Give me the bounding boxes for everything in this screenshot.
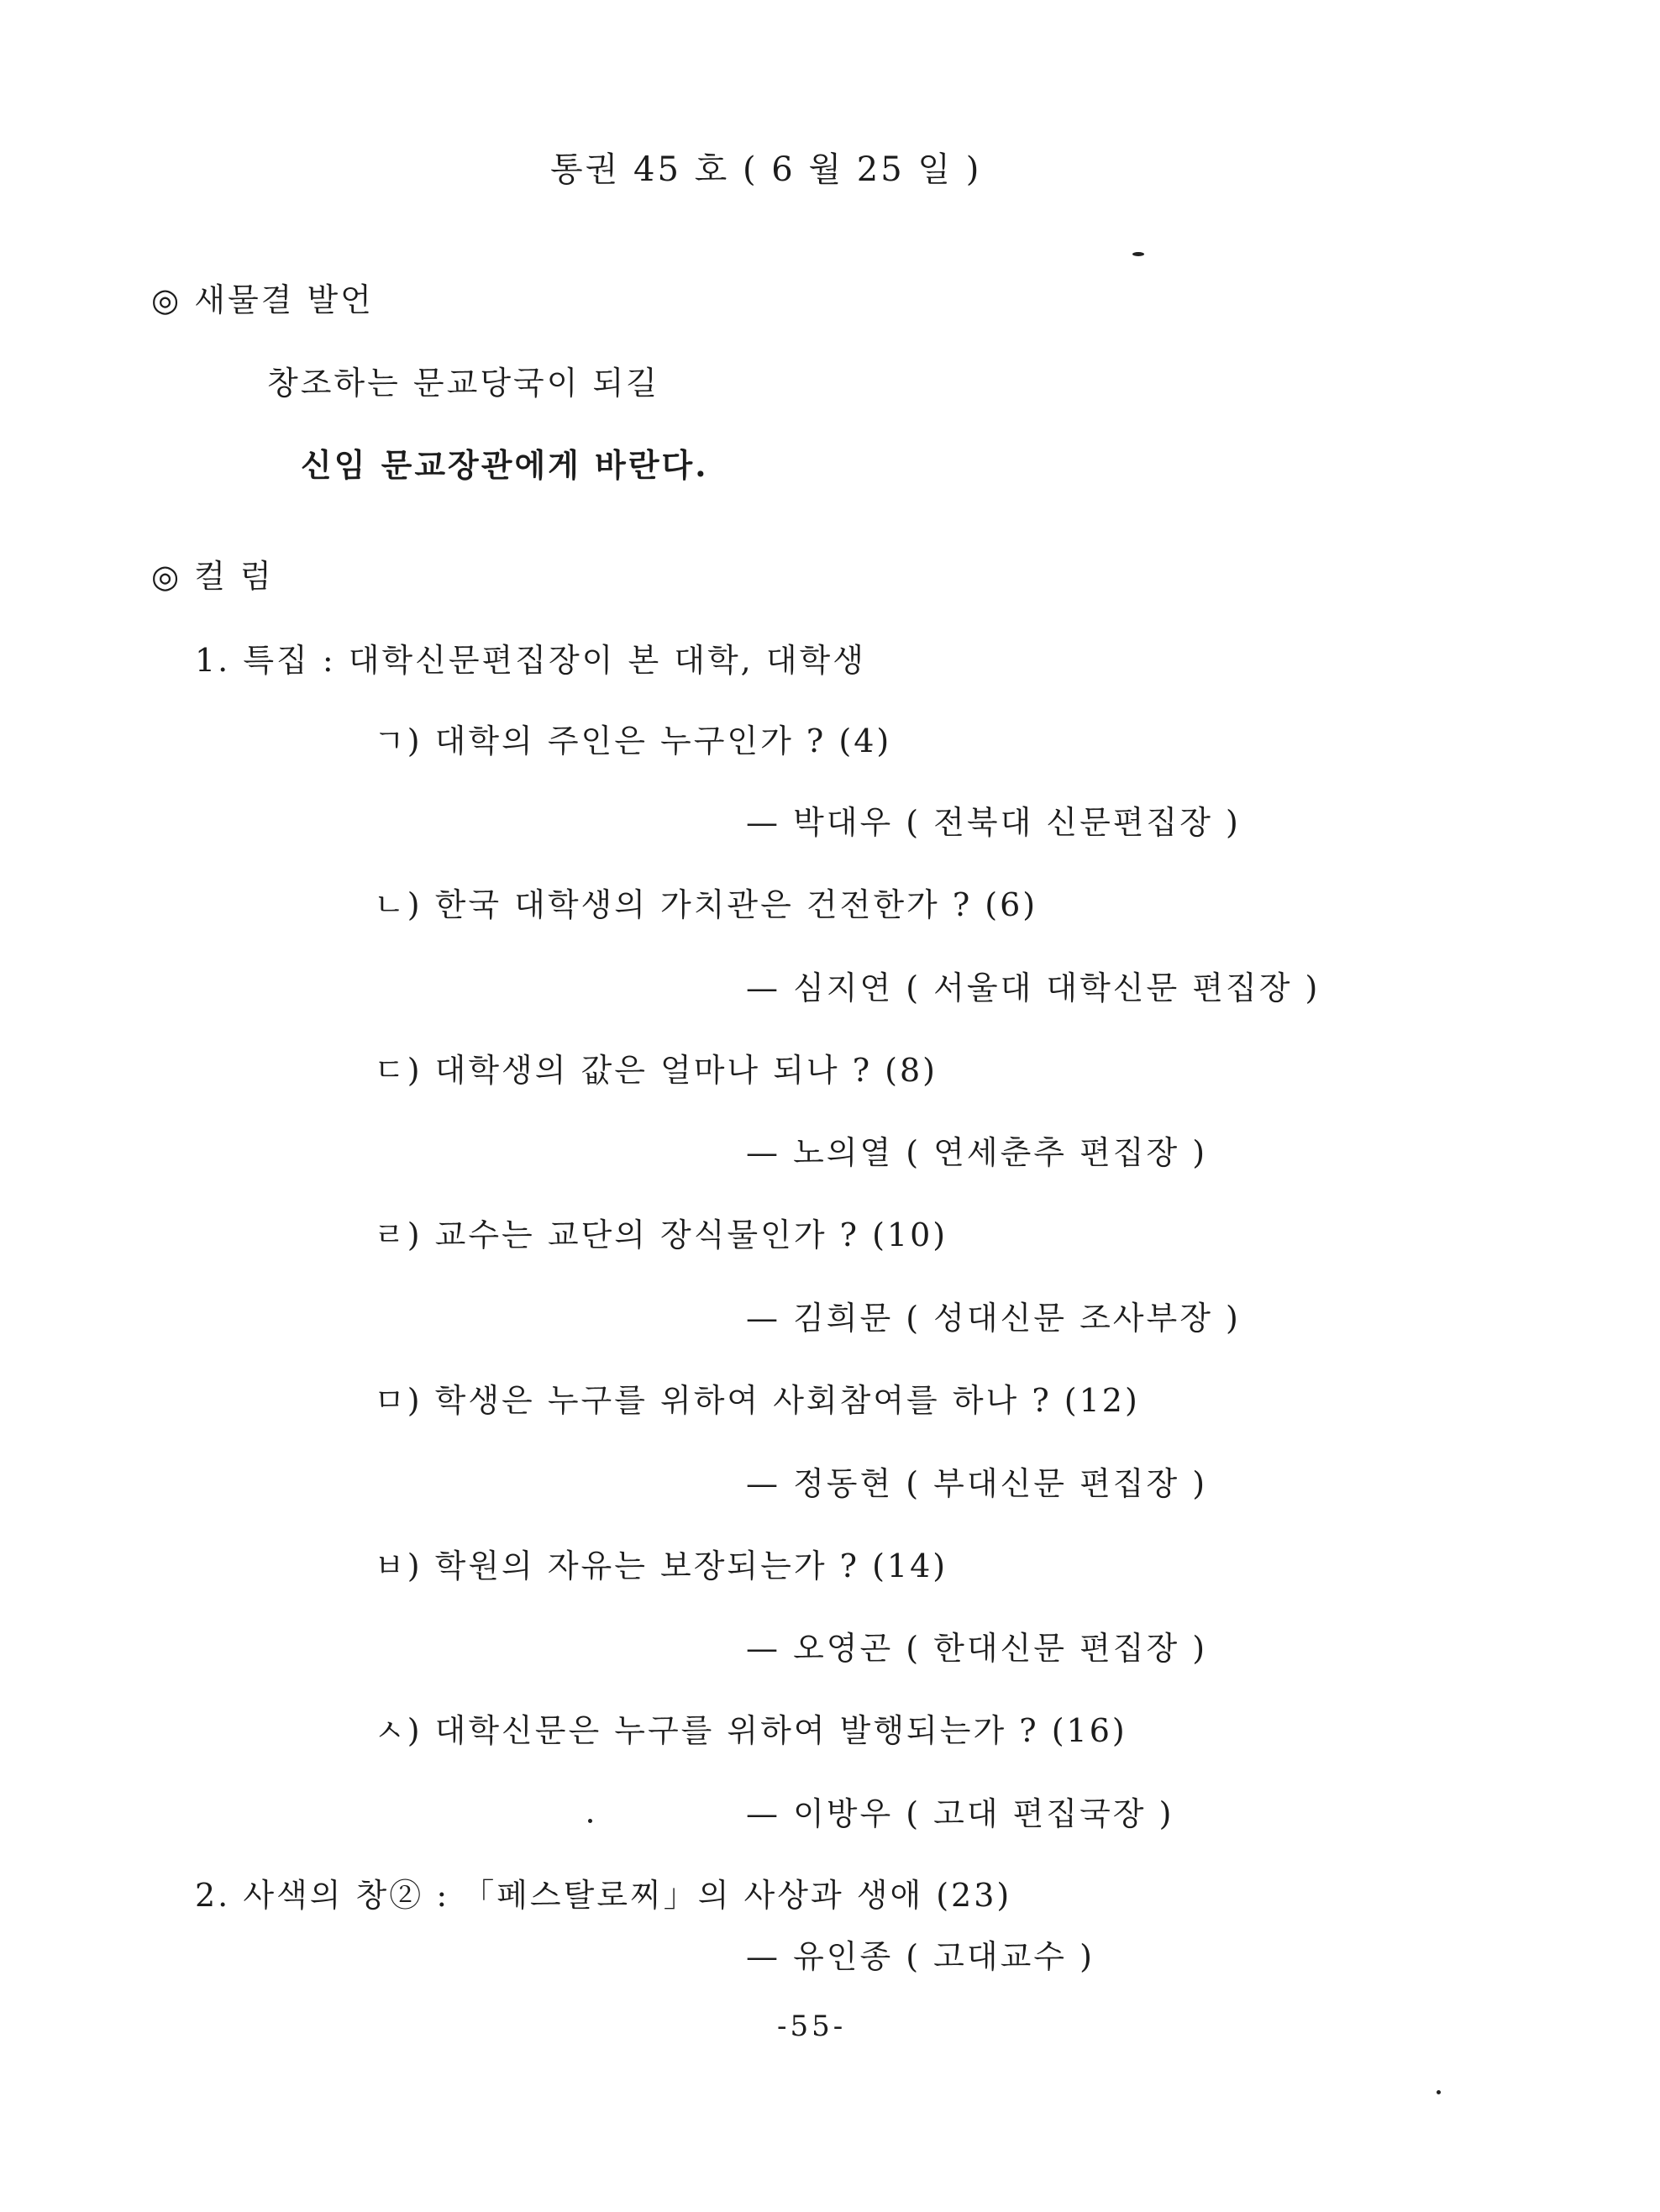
section-heading-column: ◎ 컬 럼 xyxy=(151,558,274,595)
feature-question-1: ㄱ) 대학의 주인은 누구인가 ? (4) xyxy=(374,722,892,759)
section-heading-saemulgyeol: ◎ 새물결 발언 xyxy=(151,281,374,318)
scan-speck xyxy=(588,1819,592,1823)
feature-question-4: ㄹ) 교수는 교단의 장식물인가 ? (10) xyxy=(374,1216,948,1253)
feature-author-1: — 박대우 ( 전북대 신문편집장 ) xyxy=(746,804,1241,841)
second-item-title: 2. 사색의 창② : 「페스탈로찌」의 사상과 생애 (23) xyxy=(195,1877,1012,1914)
second-item-author: — 유인종 ( 고대교수 ) xyxy=(746,1938,1095,1975)
feature-author-5: — 정동현 ( 부대신문 편집장 ) xyxy=(746,1465,1208,1502)
feature-title: 1. 특집 : 대학신문편집장이 본 대학, 대학생 xyxy=(195,642,866,679)
saemulgyeol-line-1: 창조하는 문교당국이 되길 xyxy=(267,365,659,402)
feature-question-6: ㅂ) 학원의 자유는 보장되는가 ? (14) xyxy=(374,1547,948,1584)
feature-author-2: — 심지연 ( 서울대 대학신문 편집장 ) xyxy=(746,969,1321,1006)
feature-question-7: ㅅ) 대학신문은 누구를 위하여 발행되는가 ? (16) xyxy=(374,1712,1127,1749)
feature-question-5: ㅁ) 학생은 누구를 위하여 사회참여를 하나 ? (12) xyxy=(374,1382,1140,1419)
feature-question-3: ㄷ) 대학생의 값은 얼마나 되나 ? (8) xyxy=(374,1052,938,1089)
saemulgyeol-line-2: 신임 문교장관에게 바란다. xyxy=(301,446,709,484)
scan-speck xyxy=(1437,2090,1441,2094)
issue-header: 통권 45 호 ( 6 월 25 일 ) xyxy=(550,150,982,189)
page-number: -55- xyxy=(777,2010,847,2043)
feature-question-2: ㄴ) 한국 대학생의 가치관은 건전한가 ? (6) xyxy=(374,886,1038,923)
feature-author-7: — 이방우 ( 고대 편집국장 ) xyxy=(746,1795,1174,1832)
feature-author-3: — 노의열 ( 연세춘추 편집장 ) xyxy=(746,1134,1208,1171)
feature-author-4: — 김희문 ( 성대신문 조사부장 ) xyxy=(746,1300,1241,1337)
feature-author-6: — 오영곤 ( 한대신문 편집장 ) xyxy=(746,1630,1208,1667)
scan-speck xyxy=(1132,252,1144,256)
